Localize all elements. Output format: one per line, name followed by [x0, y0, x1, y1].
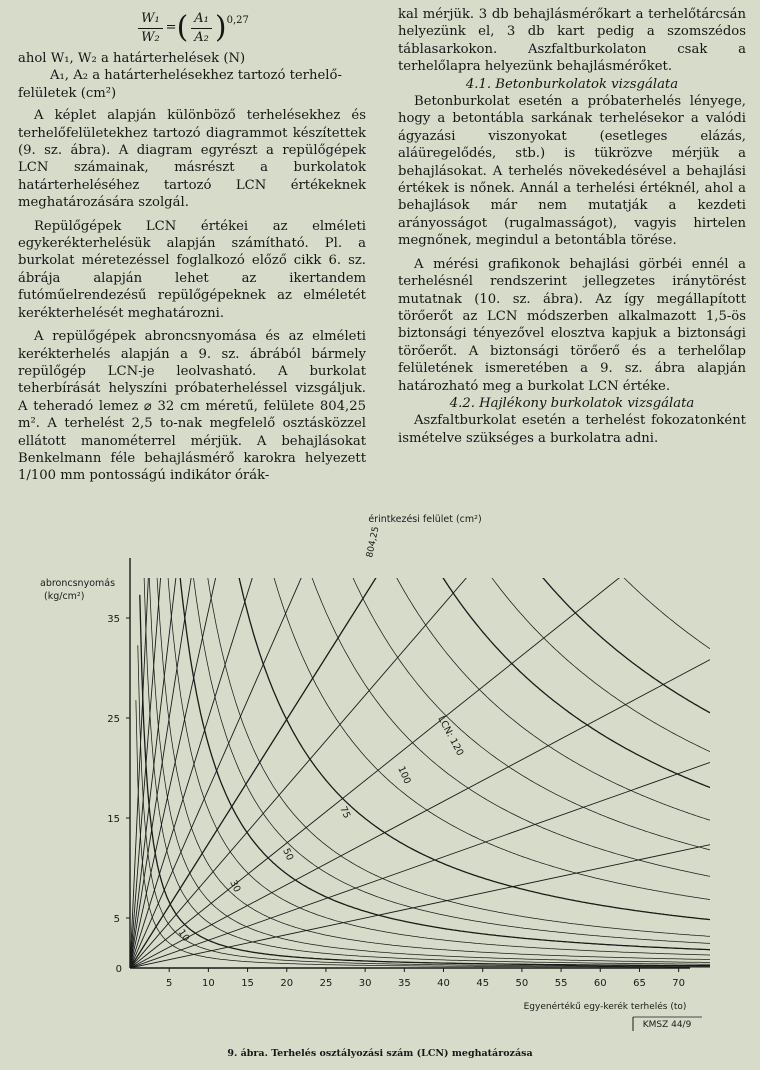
lcn-curve-label: 10 — [175, 927, 192, 944]
paragraph: A képlet alapján különböző terhelésekhez és terhelőfelületekhez tartozó diagrammot készítettek (9. sz. ábra). A diagram egyrészt a repülőgépek LCN számainak, másrészt a burkolatok határterheléséhez tartozó LCN értékeknek meghatározására szolgál. — [18, 108, 366, 211]
contact-area-line — [130, 500, 710, 968]
x-tick-label: 60 — [593, 978, 607, 989]
lcn-curve — [261, 530, 710, 900]
contact-area-label: 804,25 — [365, 525, 382, 559]
lcn-curve — [156, 546, 711, 959]
lcn-curve — [136, 700, 710, 967]
contact-area-line — [130, 500, 710, 968]
x-tick-label: 65 — [633, 978, 646, 989]
paragraph: A repülőgépek abroncsnyomása és az elméleti kerékterhelés alapján a 9. sz. ábrából bármely repülőgép LCN-je leolvasható. A burkolat teherbírását helyszíni próbaterheléssel vizsgáljuk. A teheradó lemez ⌀ 32 cm méretű, felülete 804,25 m². A terhelést 2,5 to-nak megfelelő osztásközzel ellátott manométerrel mérjük. A behajlásokat Benkelmann féle behajlásmérő karokra helyezett 1/100 mm pontosságú indikátor órák- — [18, 329, 366, 484]
lcn-curve — [373, 530, 710, 821]
formula-w1: W₁ — [138, 10, 163, 28]
formula-a1: A₁ — [191, 10, 212, 28]
formula-w2: W₂ — [141, 29, 160, 45]
lcn-curve — [297, 532, 710, 876]
lcn-curve — [148, 531, 710, 963]
right-column — [398, 6, 746, 447]
lcn-chart-svg — [0, 500, 760, 1048]
paragraph: A mérési grafikonok behajlási görbéi ennél a terhelésnél rendszerint jellegzetes iránytörést mutatnak (10. sz. ábra). Az így megállapított törőerőt az LCN módszerben alkalmazott 1,5-ös biztonsági tényezővel elosztva kapjuk a biztonsági törőerőt. A biztonsági törőerő és a terhelőlap felületének ismeretében a 9. sz. ábra alapján határozható meg a burkolat LCN értéke. — [398, 256, 746, 394]
x-tick-label: 15 — [241, 978, 254, 989]
lcn-curve-label: 75 — [337, 804, 353, 821]
x-tick-label: 10 — [202, 978, 215, 989]
x-tick-label: 35 — [397, 978, 411, 989]
definition-line-1: ahol W₁, W₂ a határterhelések (N) — [18, 51, 246, 66]
lcn-curve — [459, 529, 710, 752]
contact-area-line — [130, 500, 710, 968]
y-tick-label: 25 — [107, 714, 120, 725]
figure-caption: 9. ábra. Terhelés osztályozási szám (LCN) meghatározása — [227, 1048, 533, 1059]
lcn-curve-label: 100 — [395, 764, 413, 786]
paragraph: Betonburkolat esetén a próbaterhelés lényege, hogy a betontábla sarkának terhelésekor a valódi ágyazási viszonyokat (esetleges elázás, aláüregelődés, stb.) is tükrözve mérjük a behajlásokat. A terhelés növekedésével a behajlási értékek is nőnek. Annál a terhelési értéknél, ahol a behajlások már nem mutatják a kezdeti arányosságot (rugalmasságot), vagyis hirtelen megnőnek, megindul a betontábla törése. — [398, 94, 746, 249]
lcn-curve — [144, 565, 710, 965]
lcn-curve — [230, 532, 710, 919]
left-column — [18, 6, 366, 485]
x-tick-label: 20 — [280, 978, 294, 989]
lcn-curve — [177, 545, 710, 950]
x-tick-label: 55 — [554, 978, 568, 989]
contact-area-line — [130, 506, 710, 969]
formula-equals: = — [165, 20, 177, 36]
formula-exponent: 0,27 — [226, 15, 249, 26]
contact-area-line — [130, 500, 710, 968]
lcn-curve — [334, 531, 710, 850]
y-tick-label: 15 — [107, 814, 120, 825]
top-axis-label: érintkezési felület (cm²) — [368, 514, 482, 525]
lcn-curve-label: LCN: 120 — [435, 714, 466, 758]
contact-area-line — [130, 500, 710, 968]
paragraph: kal mérjük. 3 db behajlásmérőkart a terhelőtárcsán helyezünk el, 3 db kart pedig a szomszédos táblasarkokon. Aszfaltburkolaton csak a terhelőlapra helyezünk behajlásmérőket. — [398, 7, 746, 75]
lcn-curve-label: 30 — [227, 878, 243, 895]
x-tick-label: 45 — [476, 978, 490, 989]
x-tick-label: 40 — [437, 978, 450, 989]
contact-area-line — [130, 500, 710, 968]
contact-area-line — [130, 500, 710, 968]
x-tick-label: 70 — [672, 978, 686, 989]
paragraph: Repülőgépek LCN értékei az elméleti egykerékterhelésük alapján számítható. Pl. a burkolat méretezéssel foglalkozó előző cikk 6. sz. ábrája alapján lehet az ikertandem futóműelrendezésű repülőgépeknek az elméletét kerékterhelését meghatározni. — [18, 218, 366, 321]
definition-line-2: A₁, A₂ a határterhelésekhez tartozó terhelő- — [50, 68, 342, 84]
formula: $\frac{\text{W₁}}{\text{W₂}}$ = ( $\frac{\text{A₁}}{\text{A₂}}$ ) 0,27 — [18, 6, 366, 50]
lcn-curve — [165, 539, 710, 955]
definition-line-3: felületek (cm²) — [18, 85, 117, 101]
x-tick-label: 30 — [358, 978, 372, 989]
y-axis-label: abroncsnyomás — [40, 578, 116, 589]
contact-area-line — [130, 500, 710, 968]
contact-area-line — [130, 845, 710, 968]
section-heading-4-2: 4.2. Hajlékony burkolatok vizsgálata — [449, 395, 695, 411]
y-tick-label: 35 — [107, 614, 120, 625]
origin-label: 0 — [115, 964, 122, 975]
contact-area-line — [130, 500, 710, 968]
x-axis-label: Egyenértékű egy-kerék terhelés (to) — [523, 1002, 687, 1012]
x-tick-label: 25 — [319, 978, 333, 989]
lcn-curve — [506, 530, 710, 713]
paragraph: Aszfaltburkolat esetén a terhelést fokozatonként ismételve szükséges a burkolatra adni. — [398, 413, 746, 446]
section-heading-4-1: 4.1. Betonburkolatok vizsgálata — [465, 76, 679, 92]
lcn-curve — [581, 530, 710, 648]
y-axis-unit: (kg/cm²) — [44, 591, 85, 602]
y-tick-label: 5 — [113, 914, 120, 925]
stamp-label: KMSZ 44/9 — [642, 1020, 692, 1030]
x-tick-label: 5 — [166, 978, 173, 989]
lcn-chart — [0, 500, 760, 1070]
lcn-curve-label: 50 — [280, 846, 296, 863]
x-tick-label: 50 — [515, 978, 529, 989]
lcn-curve — [140, 595, 710, 966]
formula-a2: A₂ — [194, 29, 209, 45]
